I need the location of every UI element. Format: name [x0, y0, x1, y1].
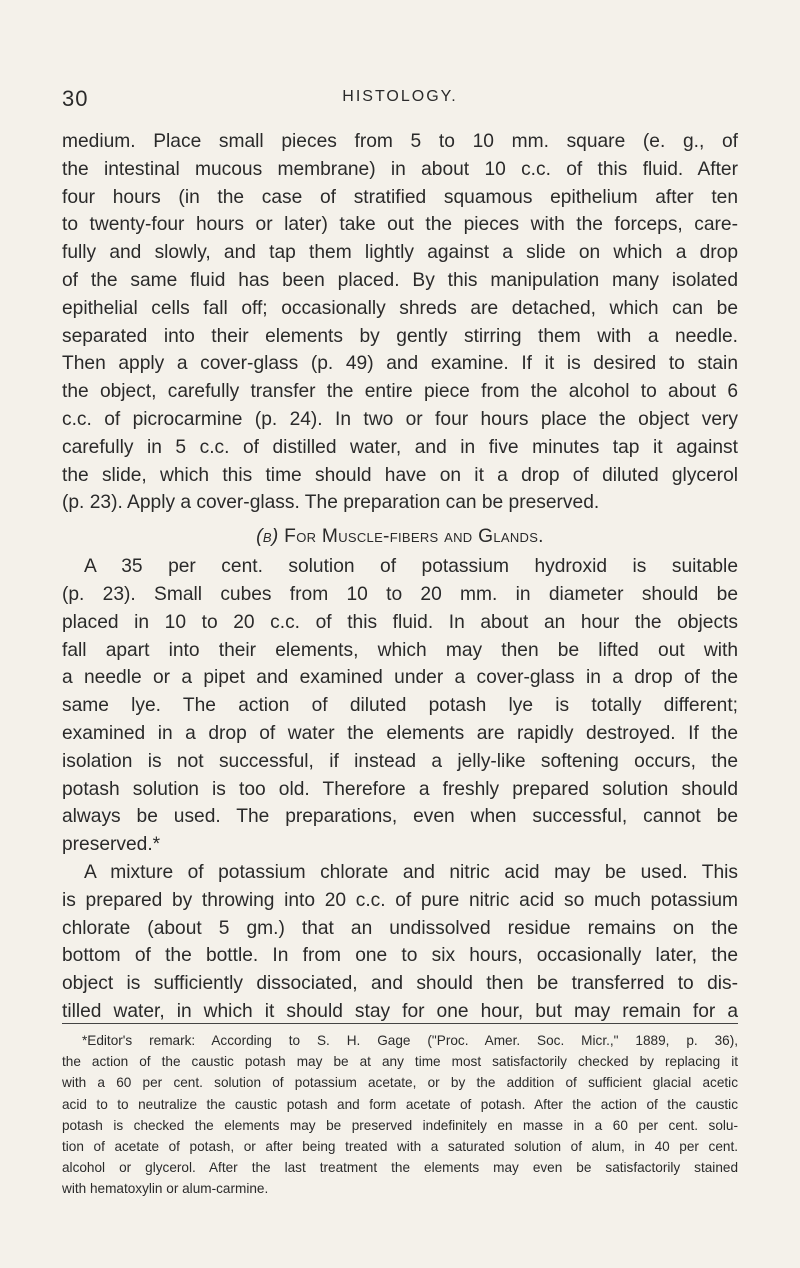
text-line: of the same fluid has been placed. By this manipulation many isolated: [62, 269, 738, 291]
text-line: object is sufficiently dissociated, and should then be transferred to dis-: [62, 973, 738, 995]
text-line: preserved.*: [62, 834, 161, 856]
text-line: bottom of the bottle. In from one to six hours, occasionally later, the: [62, 945, 738, 967]
text-line: the slide, which this time should have on it a drop of diluted glycerol: [62, 464, 738, 486]
text-line: always be used. The preparations, even when successful, cannot be: [62, 806, 738, 828]
text-line: (p. 23). Apply a cover-glass. The preparation can be preserved.: [62, 492, 600, 514]
text-line: the intestinal mucous membrane) in about 10 c.c. of this fluid. After: [62, 158, 738, 180]
footnote-divider: [62, 1023, 738, 1024]
text-line: is prepared by throwing into 20 c.c. of pure nitric acid so much potassium: [62, 889, 738, 911]
footnote-line: with a 60 per cent. solution of potassium acetate, or by the addition of sufficient glacial acetic: [62, 1075, 738, 1091]
page-header: [62, 86, 738, 114]
text-line: fall apart into their elements, which may then be lifted out with: [62, 639, 738, 661]
text-line: separated into their elements by gently stirring them with a needle.: [62, 325, 738, 347]
text-line: a needle or a pipet and examined under a cover-glass in a drop of the: [62, 667, 738, 689]
footnote-line: the action of the caustic potash may be at any time most satisfactorily checked by replacing it: [62, 1054, 738, 1070]
footnote-line: alcohol or glycerol. After the last treatment the elements may even be satisfactorily stained: [62, 1160, 738, 1176]
text-line: medium. Place small pieces from 5 to 10 mm. square (e. g., of: [62, 131, 738, 152]
text-line: the object, carefully transfer the entire piece from the alcohol to about 6: [62, 381, 738, 403]
text-line: Then apply a cover-glass (p. 49) and examine. If it is desired to stain: [62, 353, 738, 375]
section-title: For Muscle-fibers and Glands.: [284, 526, 544, 548]
text-line: placed in 10 to 20 c.c. of this fluid. In about an hour the objects: [62, 611, 738, 633]
footnote-line: tion of acetate of potash, or after being treated with a saturated solution of alum, in 40 per cent.: [62, 1138, 738, 1154]
text-line: carefully in 5 c.c. of distilled water, and in five minutes tap it against: [62, 436, 738, 458]
page-number: 30: [62, 86, 89, 111]
text-line: fully and slowly, and tap them lightly against a slide on which a drop: [62, 242, 738, 264]
text-line: A mixture of potassium chlorate and nitric acid may be used. This: [84, 861, 738, 883]
footnote-line: acid to to neutralize the caustic potash and form acetate of potash. After the action of the caustic: [62, 1096, 738, 1112]
footnote-line: with hematoxylin or alum-carmine.: [62, 1181, 269, 1197]
section-heading: [62, 517, 738, 553]
text-line: examined in a drop of water the elements are rapidly destroyed. If the: [62, 722, 738, 744]
text-line: (p. 23). Small cubes from 10 to 20 mm. in diameter should be: [62, 583, 738, 605]
text-line: chlorate (about 5 gm.) that an undissolved residue remains on the: [62, 917, 738, 939]
text-line: isolation is not successful, if instead a jelly-like softening occurs, the: [62, 750, 738, 772]
running-head: HISTOLOGY.: [342, 88, 458, 105]
footnote-line: *Editor's remark: According to S. H. Gage ("Proc. Amer. Soc. Micr.," 1889, p. 36),: [82, 1033, 738, 1048]
text-line: tilled water, in which it should stay for one hour, but may remain for a: [62, 1000, 738, 1022]
footnote: [62, 1030, 738, 1200]
text-line: c.c. of picrocarmine (p. 24). In two or four hours place the object very: [62, 408, 738, 430]
text-line: same lye. The action of diluted potash lye is totally different;: [62, 695, 738, 717]
footnote-line: potash is checked the elements may be preserved indefinitely en masse in a 60 per cent. solu-: [62, 1117, 738, 1133]
text-line: epithelial cells fall off; occasionally shreds are detached, which can be: [62, 297, 738, 319]
body-text: [62, 128, 738, 1026]
section-letter: (b): [256, 526, 279, 548]
text-line: four hours (in the case of stratified squamous epithelium after ten: [62, 186, 738, 208]
text-line: A 35 per cent. solution of potassium hydroxid is suitable: [84, 556, 738, 578]
text-line: potash solution is too old. Therefore a freshly prepared solution should: [62, 778, 738, 800]
text-line: to twenty-four hours or later) take out the pieces with the forceps, care-: [62, 214, 738, 236]
